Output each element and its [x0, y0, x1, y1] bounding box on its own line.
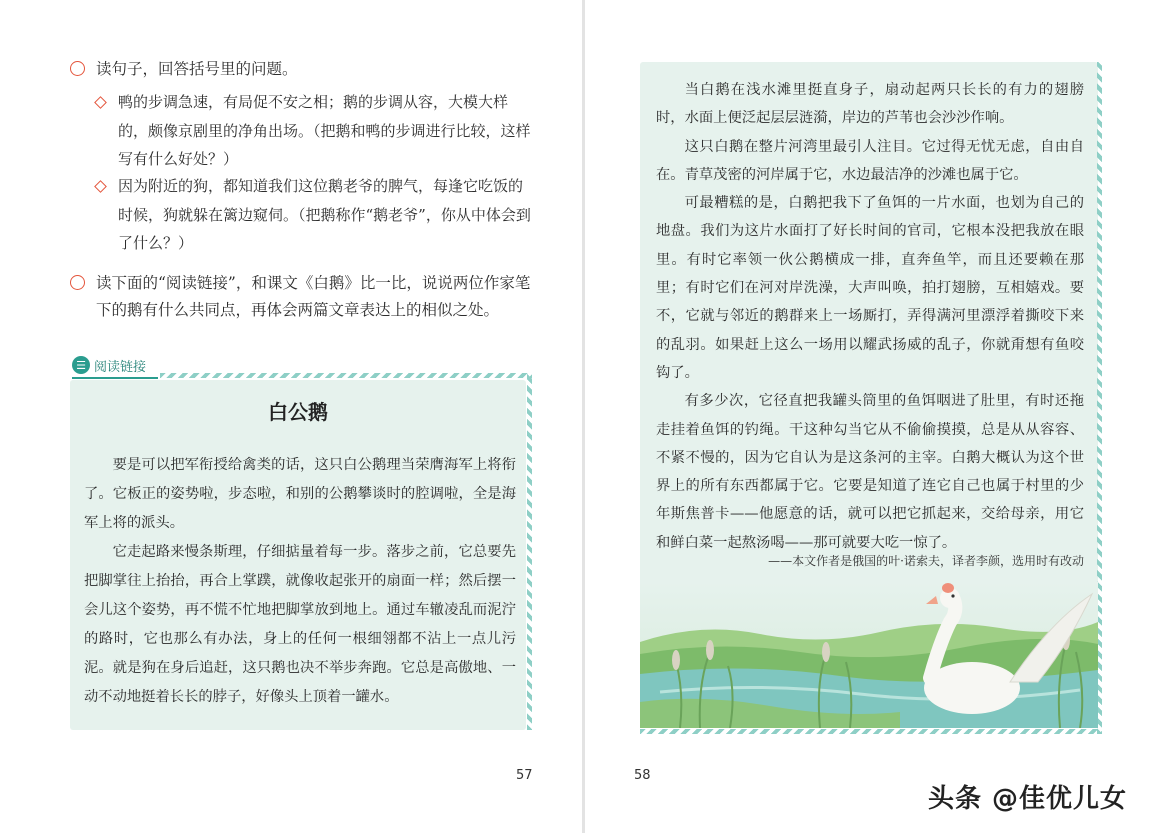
article-paragraph: 它走起路来慢条斯理，仔细掂量着每一步。落步之前，它总要先把脚掌往上抬抬，再合上掌蹼，就像收起张开的扇面一样；然后摆一会儿这个姿势，再不慌不忙地把脚掌放到地上。通过车辙凌乱而泥泞的路时，它也那么有办法，身上的任何一根细翎都不沾上一点儿污泥。就是狗在身后追赶，这只鹅也决不举步奔跑。它总是高傲地、一动不动地挺着长长的脖子，好像头上顶着一罐水。	[84, 544, 516, 705]
question-1-item-2	[96, 172, 532, 258]
article-paragraph: 可最糟糕的是，白鹅把我下了鱼饵的一片水面，也划为自己的地盘。我们为这片水面打了好长时间的官司，它根本没把我放在眼里。有时它率领一伙公鹅横成一排，直奔鱼竿，而且还要赖在那里；有时它们在河对岸洗澡，大声叫唤，拍打翅膀，互相嬉戏。要不，它就与邻近的鹅群来上一场厮打，弄得满河里漂浮着撕咬下来的乱羽。如果赶上这么一场用以耀武扬威的乱子，你就甭想有鱼咬钩了。	[656, 195, 1084, 381]
dashed-border-bottom	[640, 729, 1102, 734]
question-2-text: 读下面的“阅读链接”，和课文《白鹅》比一比，说说两位作家笔下的鹅有什么共同点，再体会两篇文章表达上的相似之处。	[96, 274, 531, 319]
question-1-item-2-text: 因为附近的狗，都知道我们这位鹅老爷的脾气，每逢它吃饭的时候，狗就躲在篱边窥伺。（把鹅称作“鹅老爷”，你从中体会到了什么？）	[118, 177, 531, 252]
article-paragraph: 有多少次，它径直把我罐头筒里的鱼饵咽进了肚里，有时还拖走挂着鱼饵的钓绳。干这种勾当它从不偷偷摸摸，总是从从容容、不紧不慢的，因为它自认为是这条河的主宰。白鹅大概认为这个世界上的所有东西都属于它。它要是知道了连它自己也属于村里的少年斯焦普卡——他愿意的话，就可以把它抓起来，交给母亲，用它和鲜白菜一起熬汤喝——那可就要大吃一惊了。	[656, 393, 1084, 551]
question-2	[70, 270, 536, 324]
article-paragraph: 这只白鹅在整片河湾里最引人注目。它过得无忧无虑，自由自在。青草茂密的河岸属于它，水边最洁净的沙滩也属于它。	[656, 138, 1084, 183]
dashed-border-right	[527, 373, 532, 730]
circle-bullet-icon	[70, 275, 85, 290]
page-number-right: 58	[634, 768, 651, 783]
article-body-right	[656, 76, 1084, 557]
article-paragraph: 当白鹅在浅水滩里挺直身子，扇动起两只长长的有力的翅膀时，水面上便泛起层层涟漪，岸边的芦苇也会沙沙作响。	[656, 82, 1084, 127]
question-1	[70, 56, 536, 83]
book-icon: ☰	[72, 356, 90, 374]
question-1-text: 读句子，回答括号里的问题。	[96, 60, 298, 78]
question-1-item-1	[96, 88, 532, 174]
circle-bullet-icon	[70, 61, 85, 76]
article-title: 白公鹅	[268, 400, 328, 424]
question-1-item-1-text: 鸭的步调急速，有局促不安之相；鹅的步调从容，大模大样的，颇像京剧里的净角出场。（把鹅和鸭的步调进行比较，这样写有什么好处？）	[118, 93, 531, 168]
goose-river-illustration	[640, 582, 1098, 728]
page-number-left: 57	[516, 768, 533, 783]
article-source: ——本文作者是俄国的叶·诺索夫，译者李颜，选用时有改动	[768, 554, 1084, 568]
watermark: 头条 @佳优儿女	[928, 784, 1128, 814]
reading-link-label: 阅读链接	[94, 359, 147, 375]
dashed-border-top	[160, 373, 532, 378]
article-body-left	[84, 451, 516, 712]
reading-link-tag	[72, 354, 146, 376]
article-paragraph: 要是可以把军衔授给禽类的话，这只白公鹅理当荣膺海军上将衔了。它板正的姿势啦，步态啦，和别的公鹅攀谈时的腔调啦，全是海军上将的派头。	[84, 457, 516, 531]
tag-underline	[72, 377, 158, 379]
